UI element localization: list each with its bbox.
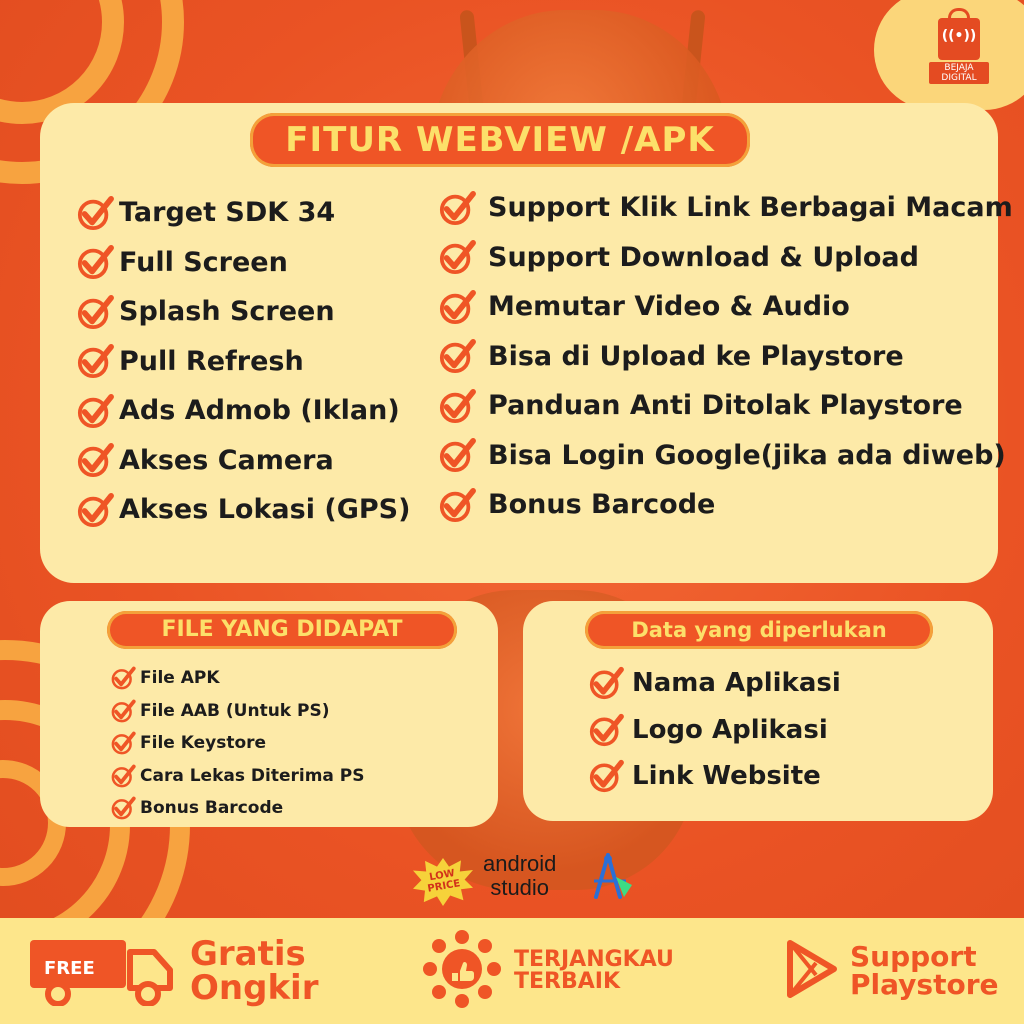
check-icon <box>110 731 136 755</box>
list-item <box>588 660 841 707</box>
data-title: Data yang diperlukan <box>585 611 933 649</box>
affordable-feature <box>420 918 674 1024</box>
list-item <box>110 727 365 760</box>
list-item <box>76 337 410 387</box>
thumbs-up-badge-icon <box>420 927 504 1015</box>
list-item-label: Target SDK 34 <box>119 197 336 229</box>
features-left-list <box>76 188 410 535</box>
check-icon <box>110 764 136 788</box>
check-icon <box>438 338 476 374</box>
list-item <box>76 485 410 535</box>
list-item-label: File APK <box>140 668 220 689</box>
android-studio-wordmark <box>483 852 556 900</box>
list-item <box>438 282 1013 332</box>
features-title: FITUR WEBVIEW /APK <box>250 113 750 167</box>
playstore-feature <box>782 918 999 1024</box>
list-item <box>76 238 410 288</box>
list-item-label: Support Download & Upload <box>488 241 919 273</box>
check-icon <box>588 713 624 747</box>
affordable-line2: TERBAIK <box>514 969 621 994</box>
list-item-label: Bisa di Upload ke Playstore <box>488 340 904 372</box>
list-item-label: Panduan Anti Ditolak Playstore <box>488 390 963 422</box>
list-item-label: Akses Lokasi (GPS) <box>119 494 411 526</box>
truck-icon <box>30 936 180 1006</box>
list-item <box>438 183 1013 233</box>
features-right-list <box>438 183 1013 530</box>
check-icon <box>76 442 114 478</box>
list-item-label: Nama Aplikasi <box>632 668 841 699</box>
low-price-text: LOW PRICE <box>426 867 462 895</box>
shopping-bag-icon: ((•)) <box>938 18 980 60</box>
list-item-label: File Keystore <box>140 733 267 754</box>
list-item-label: Bonus Barcode <box>488 489 716 521</box>
check-icon <box>438 388 476 424</box>
free-shipping-feature <box>30 918 318 1024</box>
list-item <box>438 480 1013 530</box>
truck-label: FREE <box>44 958 95 979</box>
list-item-label: Akses Camera <box>119 444 334 476</box>
check-icon <box>76 343 114 379</box>
files-list <box>110 662 365 825</box>
check-icon <box>588 666 624 700</box>
list-item <box>588 753 841 800</box>
check-icon <box>76 393 114 429</box>
list-item <box>110 695 365 728</box>
check-icon <box>438 437 476 473</box>
list-item-label: Bisa Login Google(jika ada diweb) <box>488 439 1006 471</box>
check-icon <box>76 244 114 280</box>
check-icon <box>438 239 476 275</box>
check-icon <box>438 487 476 523</box>
check-icon <box>438 289 476 325</box>
affordable-text <box>514 949 674 993</box>
check-icon <box>588 759 624 793</box>
list-item <box>76 436 410 486</box>
list-item-label: Cara Lekas Diterima PS <box>140 765 365 786</box>
free-shipping-text <box>190 934 319 1008</box>
check-icon <box>438 190 476 226</box>
list-item-label: Full Screen <box>119 246 288 278</box>
check-icon <box>110 699 136 723</box>
list-item-label: Support Klik Link Berbagai Macam <box>488 192 1013 224</box>
brand-logo <box>929 18 989 82</box>
low-price-badge <box>413 858 473 906</box>
list-item <box>76 188 410 238</box>
playstore-line1: Support <box>850 940 977 973</box>
list-item-label: Link Website <box>632 761 821 792</box>
affordable-line1: TERJANGKAU <box>514 947 674 972</box>
android-studio-line1: android <box>483 851 557 876</box>
list-item-label: Bonus Barcode <box>140 798 284 819</box>
list-item-label: Splash Screen <box>119 296 335 328</box>
android-studio-icon <box>586 851 634 901</box>
play-store-icon <box>782 937 842 1005</box>
logo-text: BEJAJA DIGITAL <box>929 62 989 84</box>
list-item <box>438 381 1013 431</box>
list-item-label: Logo Aplikasi <box>632 714 828 745</box>
check-icon <box>76 195 114 231</box>
list-item <box>438 233 1013 283</box>
list-item-label: Pull Refresh <box>119 345 304 377</box>
files-title: FILE YANG DIDAPAT <box>107 611 457 649</box>
check-icon <box>76 294 114 330</box>
list-item <box>438 431 1013 481</box>
list-item <box>110 760 365 793</box>
check-icon <box>110 796 136 820</box>
android-studio-line2: studio <box>490 875 550 900</box>
data-list <box>588 660 841 800</box>
free-shipping-line1: Gratis <box>190 934 306 974</box>
free-shipping-line2: Ongkir <box>190 968 319 1008</box>
list-item-label: Ads Admob (Iklan) <box>119 395 400 427</box>
list-item <box>110 792 365 825</box>
list-item-label: File AAB (Untuk PS) <box>140 700 330 721</box>
list-item <box>588 707 841 754</box>
list-item-label: Memutar Video & Audio <box>488 291 850 323</box>
list-item <box>76 287 410 337</box>
playstore-text <box>850 940 999 1001</box>
list-item <box>110 662 365 695</box>
check-icon <box>76 492 114 528</box>
playstore-line2: Playstore <box>850 968 999 1001</box>
list-item <box>438 332 1013 382</box>
check-icon <box>110 666 136 690</box>
list-item <box>76 386 410 436</box>
